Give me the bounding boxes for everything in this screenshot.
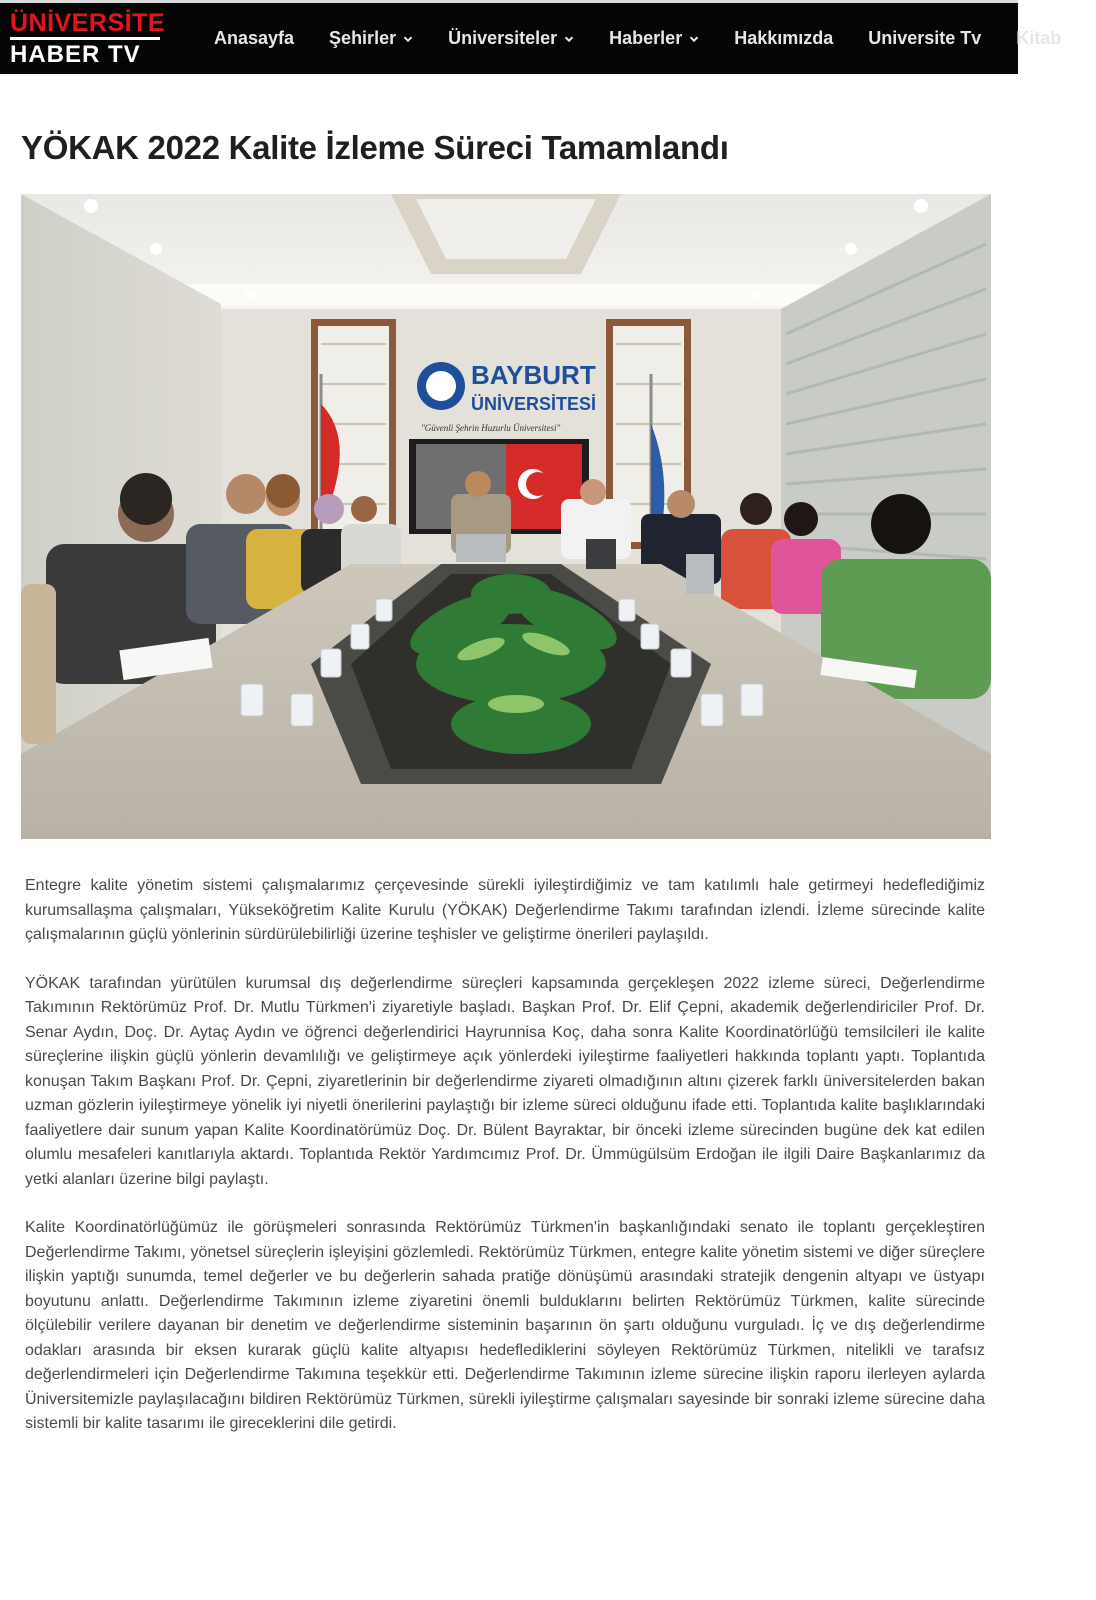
nav-item-label: Haberler [609,28,683,48]
nav-item-label: Kitab [1016,28,1062,48]
article-title: YÖKAK 2022 Kalite İzleme Süreci Tamamlandı [21,129,729,166]
nav-item-universite-tv[interactable] [868,28,981,49]
nav-item-haberler[interactable] [609,28,699,49]
nav-item-hakkimizda[interactable] [734,28,833,49]
site-logo[interactable] [0,3,175,74]
article-paragraph: YÖKAK tarafından yürütülen kurumsal dış değerlendirme süreçleri kapsamında gerçekleşen 2022 izleme süreci, Değerlendirme Takımının Rektörümüz Prof. Dr. Mutlu Türkmen'i ziyaretiyle başladı. Başkan Prof. Dr. Elif Çepni, akademik değerlendiriciler Prof. Dr. Senar Aydın, Doç. Dr. Aytaç Aydın ve öğrenci değerlendirici Hayrunnisa Koç, daha sonra Kalite Koordinatörlüğü temsilcileri ile kalite süreçlerine ilişkin güçlü yönlerin devamlılığı ve geliştirmeye açık yönlerdeki iyileştirme faaliyetleri hakkında toplantı yaptı. Toplantıda konuşan Takım Başkanı Prof. Dr. Çepni, ziyaretlerinin bir değerlendirme ziyareti olmadığının altını çizerek farklı üniversitelerden bakan uzman gözlerin iyileştirmeye yönelik iyi niyetli önerilerini paylaştığı bir izleme süreci olduğunu ifade etti. Toplantıda kalite başlıklarındaki faaliyetlere dair sunum yapan Kalite Koordinatörümüz Doç. Dr. Bülent Bayraktar, bir önceki izleme sürecinden bugüne dek kat edilen olumlu mesafeleri kanıtlarıyla aktardı. Toplantıda Rektör Yardımcımız Prof. Dr. Ümmügülsüm Erdoğan ile ilgili Daire Başkanlarımız da yetki alanları üzerine bilgi paylaştı. [25,974,985,1188]
nav-item-kitab[interactable] [1016,28,1061,49]
nav-item-label: Şehirler [329,28,397,48]
chevron-down-icon [689,34,699,44]
photo-slogan: "Güvenli Şehrin Huzurlu Üniversitesi" [421,423,561,433]
chevron-down-icon [403,34,413,44]
chevron-down-icon [564,34,574,44]
nav-item-label: Hakkımızda [734,28,834,48]
article-photo [21,194,991,839]
logo-divider [10,37,160,40]
photo-university-name-1: BAYBURT [471,360,596,390]
nav-item-anasayfa[interactable] [214,28,294,49]
nav-item-label: Üniversiteler [448,28,558,48]
article-paragraph: Entegre kalite yönetim sistemi çalışmalarımız çerçevesinde sürekli iyileştirdiğimiz ve tam katılımlı hale getirmeyi hedeflediğimiz kurumsallaşma çalışmaları, Yükseköğretim Kalite Kurulu (YÖKAK) Değerlendirme Takımı tarafından izlendi. İzleme sürecinde kalite çalışmalarının güçlü yönlerinin sürdürülebilirliği üzerine teşhisler ve geliştirme önerileri paylaşıldı. [25,877,985,943]
nav-item-universiteler[interactable] [448,28,574,49]
article-body [25,874,985,1461]
article-paragraph: Kalite Koordinatörlüğümüz ile görüşmeleri sonrasında Rektörümüz Türkmen'in başkanlığındaki senato ile toplantı gerçekleştiren Değerlendirme Takımı, yönetsel süreçlerin işleyişini gözlemledi. Rektörümüz Türkmen, entegre kalite yönetim sistemi ve diğer süreçlere ilişkin yaptığı sunumda, temel değerler ve bu değerlerin sahada pratiğe dönüşümü arasındaki stratejik dengenin altyapı ve üstyapı boyutunu anlattı. Değerlendirme Takımının izleme ziyaretini önemli bulduklarını belirten Rektörümüz Türkmen, kalite sürecinde ölçülebilir verilere dayanan bir denetim ve değerlendirme sisteminin başarının ön şartı olduğunu vurguladı. İç ve dış değerlendirme odakları arasında bir eksen kurarak güçlü kalite altyapısı hedeflediklerini söyleyen Rektörümüz Türkmen, nitelikli ve tarafsız değerlendirmeleri için Değerlendirme Takımına teşekkür etti. Değerlendirme Takımının izleme sürecine ilişkin raporu ilerleyen aylarda Üniversitemizle paylaşılacağını bildiren Rektörümüz Türkmen, sürekli iyileştirme çalışmaları sayesinde bir sonraki izleme sürecine daha sistemli bir kalite tasarımı ile gireceklerini dile getirdi. [25,1219,985,1432]
logo-line-2: HABER TV [10,41,141,68]
nav-item-label: Anasayfa [214,28,295,48]
nav-item-label: Universite Tv [868,28,982,48]
nav-item-sehirler[interactable] [329,28,413,49]
photo-university-name-2: ÜNİVERSİTESİ [471,394,597,414]
logo-line-1: ÜNİVERSİTE [10,9,166,37]
top-navbar [0,0,1062,74]
main-menu [214,3,1096,74]
